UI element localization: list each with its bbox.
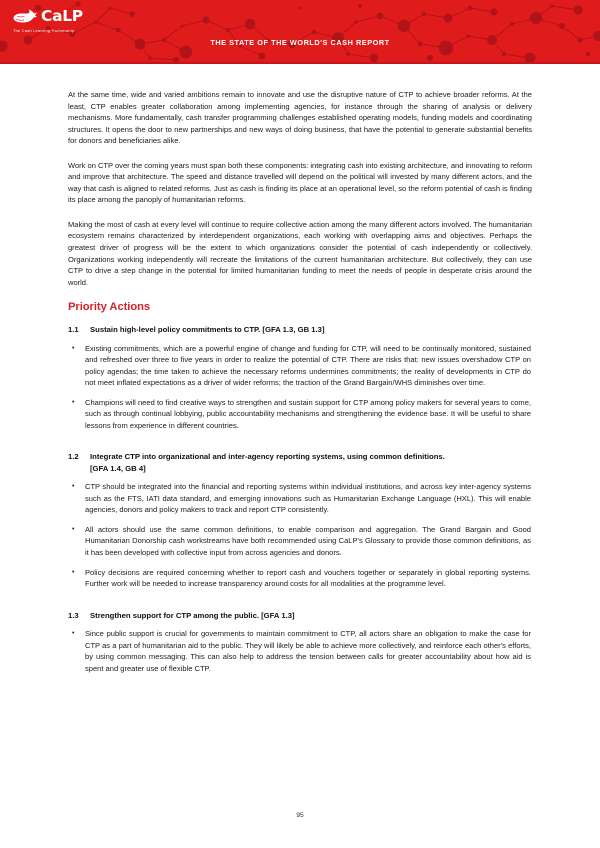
bullet-text: All actors should use the same common definitions, to enable comparison and aggregation. The Grand Bargain and Good Humanitarian Donorship cash workstreams have both recommended using CaLP's Glossary to provide those common definitions, as it has been developed with collective input from across agencies and donors. [85, 524, 531, 557]
priority-actions-heading: Priority Actions [68, 301, 151, 314]
list-item [68, 481, 532, 516]
bullet-icon: • [72, 525, 75, 533]
logo-wordmark: CaLP [41, 6, 83, 25]
action-bullet-list-1-2 [68, 481, 532, 589]
bullet-text: Policy decisions are required concerning whether to report cash and vouchers together or separately in global reporting systems. Further work will be needed to increase transparency around costs for all modalities at the programme level. [85, 567, 531, 589]
list-item [68, 343, 532, 389]
body-paragraph: At the same time, wide and varied ambitions remain to innovate and use the disruptive nature of CTP to achieve broader reforms. At the least, CTP enables greater collaboration among implementing agencies, for instance through the sharing of analysis or delivery mechanisms. More fundamentally, cash transfer programming challenges established operating models, funding models and coordinating structures. It opens the door to new partnerships and new ways of doing business, that have the potential to generate substantial benefits for donors and beneficiaries alike. [68, 90, 532, 146]
action-heading-1-2 [68, 451, 532, 474]
action-bullet-list-1-1 [68, 343, 532, 432]
bullet-icon: • [72, 630, 75, 638]
list-item [68, 567, 532, 590]
page-content [0, 64, 600, 674]
bullet-icon: • [72, 568, 75, 576]
action-heading-1-3 [68, 610, 532, 621]
action-number: 1.2 [68, 452, 79, 462]
calp-logo [12, 8, 98, 33]
bullet-icon: • [72, 344, 75, 352]
bullet-icon: • [72, 483, 75, 491]
body-paragraph: Work on CTP over the coming years must span both these components: integrating cash into existing architecture, and innovating to reform and improve that architecture. The speed and distance travelled will depend on the political will invested by many different actors, and the way that cash is aligned to related reforms. Just as cash is finding its place at an operational level, so the reform potential of cash is finding its place among the panoply of humanitarian reforms. [68, 160, 532, 205]
action-title: Strengthen support for CTP among the public. [GFA 1.3] [90, 610, 295, 620]
action-title: Sustain high-level policy commitments to CTP. [GFA 1.3, GB 1.3] [90, 325, 325, 335]
action-title [90, 451, 532, 474]
bullet-text: Champions will need to find creative ways to strengthen and sustain support for CTP among policy makers for several years to come, such as through continual lobbying, public accountability mechanisms and strengthening the evidence base. It will be useful to share lessons from experience in different countries. [85, 397, 531, 430]
bullet-text: CTP should be integrated into the financial and reporting systems within individual institutions, and across key inter-agency systems such as the FTS, IATI data standard, and emerging innovations such as Humanitarian Exchange Language (HXL). This will enable agencies, donors and policy makers to track and report CTP consistently. [85, 482, 531, 515]
page-header-banner [0, 0, 600, 64]
list-item [68, 397, 532, 432]
banner-divider [0, 62, 600, 64]
page-number: 95 [296, 812, 304, 819]
bullet-text: Since public support is crucial for governments to maintain commitment to CTP, all actors share an obligation to make the case for CTP as a part of humanitarian aid to the public. They will likely be able to achieve more collectively, and reinforce each other's efforts, by using common messaging. This can also help to address the tension between calls for greater accountability about how aid is spent and greater use of flexible CTP. [85, 629, 531, 673]
report-title: THE STATE OF THE WORLD'S CASH REPORT [210, 38, 390, 47]
bullet-icon: • [72, 398, 75, 406]
action-heading-1-1 [68, 324, 532, 335]
action-bullet-list-1-3 [68, 628, 532, 674]
list-item [68, 628, 532, 674]
list-item [68, 524, 532, 559]
bullet-text: Existing commitments, which are a powerful engine of change and funding for CTP, will need to be continually monitored, sustained and refreshed over three to five years in order to realize the potential of CTP. There are risks that: new issues overshadow CTP on policy agendas; the time taken to achieve the necessary reforms undermines commitments; the reality of developments in CTP do not meet inflated expectations as a driver of wider reforms; the traction of the Grand Bargain/WHS diminishes over time. [85, 343, 531, 388]
body-paragraph: Making the most of cash at every level will continue to require collective action among the many different actors involved. The humanitarian ecosystem remains characterized by interdependent organizations, each working with overlapping aims and objectives. Perhaps the greatest driver of progress will be the extent to which organizations consider the potential of cash independently or collectively. Organizations working independently will recreate the limitations of the current humanitarian architecture. But collectively, they can use CTP to drive a step change in the potential for limited humanitarian funding to meet the needs of people in desperate crisis around the world. [68, 219, 532, 287]
hand-cash-icon [12, 8, 38, 25]
action-number: 1.1 [68, 325, 79, 335]
logo-tagline: The Cash Learning Partnership [13, 28, 75, 33]
action-title-reference: [GFA 1.4, GB 4] [90, 463, 146, 473]
action-title-line1: Integrate CTP into organizational and inter-agency reporting systems, using common definitions. [90, 452, 445, 462]
action-number: 1.3 [68, 610, 79, 620]
